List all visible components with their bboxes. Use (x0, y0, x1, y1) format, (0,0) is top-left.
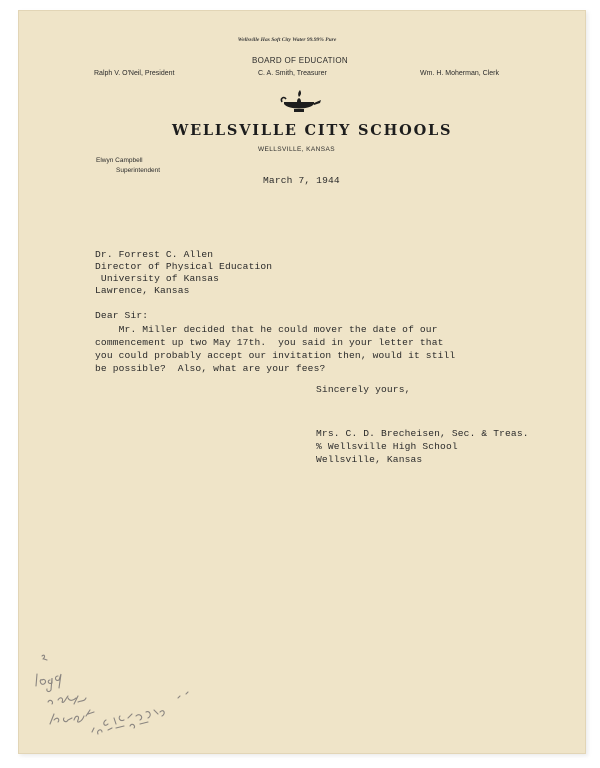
body-line: you could probably accept our invitation then, would it still (95, 350, 456, 361)
recipient-line: University of Kansas (95, 273, 220, 284)
pencil-scribble (28, 650, 228, 750)
letterhead-tagline: Wellsville Has Soft City Water 99.99% Pure (237, 37, 337, 43)
board-of-education-heading: BOARD OF EDUCATION (252, 56, 348, 65)
clerk-name: Wm. H. Moherman, Clerk (420, 70, 499, 77)
school-name: WELLSVILLE CITY SCHOOLS (172, 122, 453, 139)
treasurer-name: C. A. Smith, Treasurer (258, 70, 327, 77)
recipient-line: Director of Physical Education (95, 261, 273, 272)
signature-line: Wellsville, Kansas (316, 454, 423, 465)
president-name: Ralph V. O'Neil, President (94, 70, 175, 77)
superintendent-name: Elwyn Campbell (96, 157, 143, 164)
recipient-line: Dr. Forrest C. Allen (95, 249, 214, 260)
closing: Sincerely yours, (316, 384, 411, 395)
body-line: Mr. Miller decided that he could mover the date of our (95, 324, 438, 335)
superintendent-title: Superintendent (116, 167, 161, 174)
body-line: be possible? Also, what are your fees? (95, 363, 326, 374)
signature-line: Mrs. C. D. Brecheisen, Sec. & Treas. (316, 428, 529, 439)
recipient-line: Lawrence, Kansas (95, 285, 190, 296)
school-city: WELLSVILLE, KANSAS (258, 146, 335, 153)
letter-date: March 7, 1944 (263, 175, 340, 186)
salutation: Dear Sir: (95, 310, 149, 321)
body-line: commencement up two May 17th. you said in your letter that (95, 337, 444, 348)
oil-lamp-icon (280, 90, 322, 114)
signature-line: % Wellsville High School (316, 441, 458, 452)
